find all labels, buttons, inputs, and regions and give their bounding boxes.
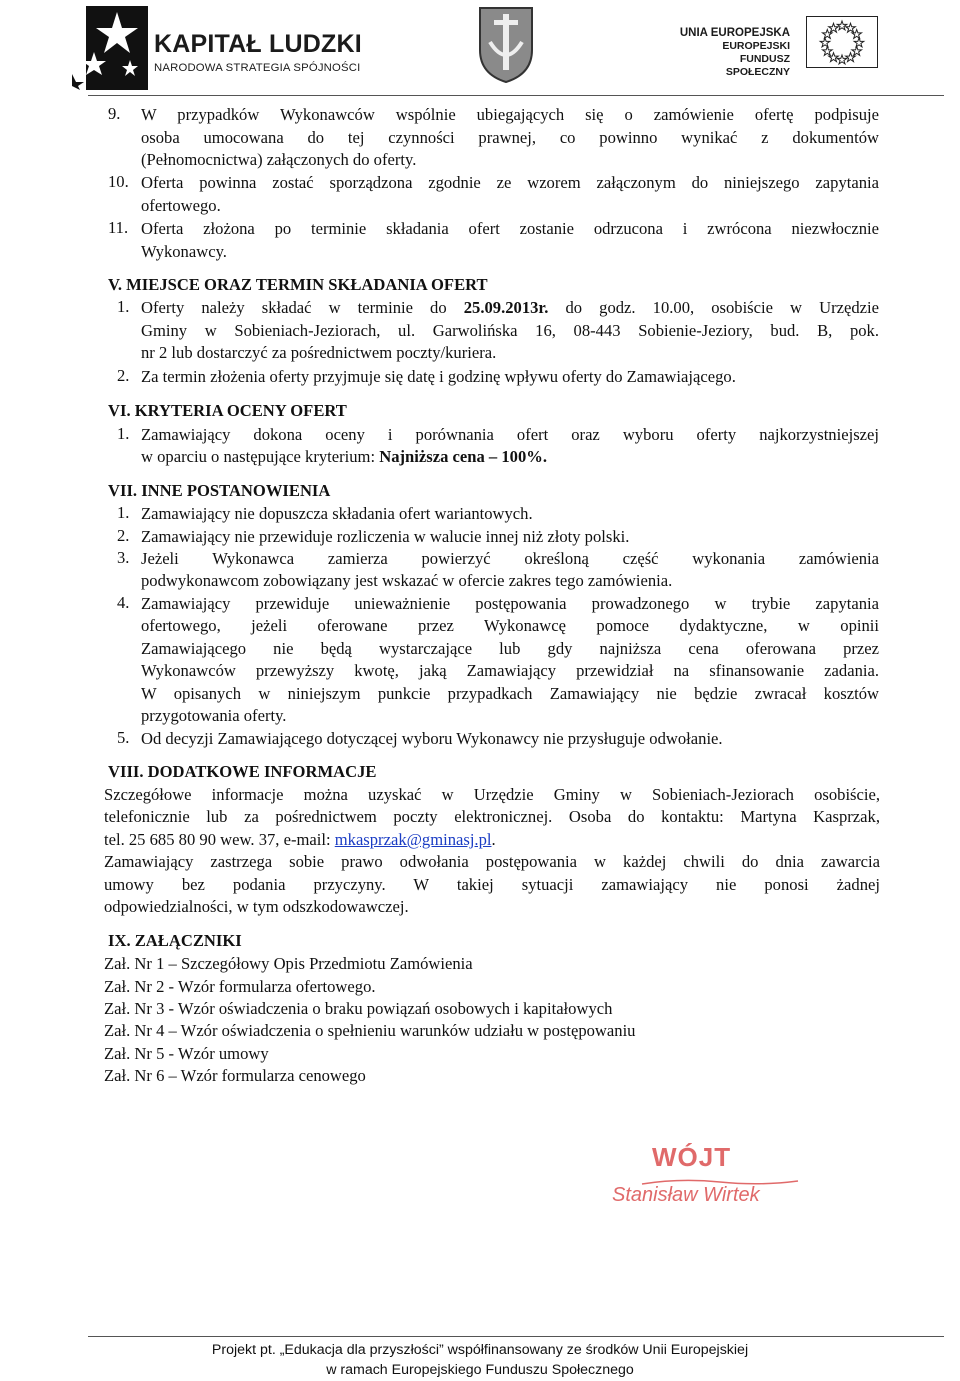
stamp-title: WÓJT (652, 1142, 732, 1172)
logo-title: KAPITAŁ LUDZKI (154, 30, 362, 58)
eu-label-line1: UNIA EUROPEJSKA (679, 27, 790, 39)
item-number: 2. (117, 526, 130, 545)
item-line: W przypadków Wykonawców wspólnie ubiegających się o zamówienie ofertę podpisuje (141, 105, 879, 124)
eu-flag-icon (806, 16, 878, 68)
attachment-item: Zał. Nr 2 - Wzór formularza ofertowego. (104, 977, 376, 996)
item-number: 5. (117, 728, 130, 747)
footer-line: w ramach Europejskiego Funduszu Społecznego (326, 1362, 634, 1378)
item-number: 2. (117, 366, 130, 385)
page-header (0, 0, 960, 100)
item-line: ofertowego, jeżeli oferowane przez Wykonawcę pomoce dydaktyczne, w opinii (141, 616, 879, 635)
email-link[interactable]: mkasprzak@gminasj.pl (334, 830, 492, 849)
item-line: przygotowania oferty. (141, 706, 287, 725)
item-number: 1. (117, 297, 130, 316)
para-line: umowy bez podania przyczyny. W takiej sytuacji zamawiający nie ponosi żadnej (104, 875, 880, 894)
item-line: Od decyzji Zamawiającego dotyczącej wyboru Wykonawcy nie przysługuje odwołanie. (141, 729, 723, 748)
footer-line: Projekt pt. „Edukacja dla przyszłości” współfinansowany ze środków Unii Europejskiej (211, 1342, 749, 1358)
item-number: 9. (108, 104, 121, 123)
attachment-item: Zał. Nr 4 – Wzór oświadczenia o spełnieniu warunków udziału w postępowaniu (104, 1021, 636, 1040)
item-line: Oferta złożona po terminie składania ofert zostanie odrzucona i zwrócona niezwłocznie (141, 219, 879, 238)
item-line (141, 297, 879, 320)
para-line (104, 829, 880, 852)
eu-label (678, 26, 790, 79)
item-line: Wykonawcy. (141, 242, 227, 261)
municipal-crest-icon (476, 4, 536, 84)
page-footer (0, 1340, 960, 1380)
logo-subtitle: NARODOWA STRATEGIA SPÓJNOŚCI (154, 62, 361, 74)
item-line: Zamawiający przewiduje unieważnienie postępowania prowadzonego w trybie zapytania (141, 594, 879, 613)
eu-label-line3: FUNDUSZ SPOŁECZNY (725, 53, 790, 78)
item-line: podwykonawcom zobowiązany jest wskazać w ofercie zakres tego zamówienia. (141, 571, 673, 590)
item-line: Zamawiający dokona oceny i porównania ofert oraz wyboru oferty najkorzystniejszej (141, 425, 879, 444)
item-line (141, 446, 879, 469)
item-number: 1. (117, 503, 130, 522)
item-line: (Pełnomocnictwa) załączonych do oferty. (141, 150, 417, 169)
item-line: Zamawiający nie przewiduje rozliczenia w walucie innej niż złoty polski. (141, 527, 630, 546)
section-v-heading: V. MIEJSCE ORAZ TERMIN SKŁADANIA OFERT (108, 275, 488, 294)
item-number: 10. (108, 172, 129, 191)
para-line: Szczegółowe informacje można uzyskać w Urzędzie Gminy w Sobieniach-Jeziorach osobiście, (104, 785, 880, 804)
para-line: odpowiedzialności, w tym odszkodowawczej. (104, 897, 409, 916)
item-line: W opisanych w niniejszym punkcie przypadkach Zamawiający nie będzie zwracał kosztów (141, 684, 879, 703)
item-line: nr 2 lub dostarczyć za pośrednictwem poczty/kuriera. (141, 343, 497, 362)
item-line: Jeżeli Wykonawca zamierza powierzyć określoną część wykonania zamówienia (141, 549, 879, 568)
text-run: . (491, 830, 496, 849)
item-line: Za termin złożenia oferty przyjmuje się datę i godzinę wpływu oferty do Zamawiającego. (141, 367, 736, 386)
header-divider (88, 95, 944, 96)
section-viii-heading: VIII. DODATKOWE INFORMACJE (108, 762, 377, 781)
para-line: telefonicznie lub za pośrednictwem poczty elektronicznej. Osoba do kontaktu: Martyna Kasprzak, (104, 807, 880, 826)
item-number: 4. (117, 593, 130, 612)
signature-name: Stanisław Wirtek (612, 1184, 760, 1206)
attachment-item: Zał. Nr 6 – Wzór formularza cenowego (104, 1066, 366, 1085)
item-line: Wykonawców przewyższy kwotę, jaką Zamawiający przewidział na sfinansowanie zadania. (141, 661, 879, 680)
text-run: Oferty należy składać w terminie do (141, 298, 464, 317)
footer-divider (88, 1336, 944, 1337)
item-number: 1. (117, 424, 130, 443)
eu-label-line2: EUROPEJSKI (722, 40, 790, 52)
attachment-item: Zał. Nr 1 – Szczegółowy Opis Przedmiotu Zamówienia (104, 954, 473, 973)
deadline-date: 25.09.2013r. (463, 298, 549, 317)
text-run: do godz. 10.00, osobiście w Urzędzie (548, 298, 879, 317)
item-line: Oferta powinna zostać sporządzona zgodnie ze wzorem załączonym do niniejszego zapytania (141, 173, 879, 192)
item-line: Zamawiającego nie będą wystarczające lub gdy najniższa cena oferowana przez (141, 639, 879, 658)
item-line: Zamawiający nie dopuszcza składania ofert wariantowych. (141, 504, 533, 523)
attachment-item: Zał. Nr 3 - Wzór oświadczenia o braku powiązań osobowych i kapitałowych (104, 999, 613, 1018)
item-line: Gminy w Sobieniach-Jeziorach, ul. Garwolińska 16, 08-443 Sobienie-Jeziory, bud. B, pok. (141, 321, 879, 340)
item-line: osoba umocowana do tej czynności prawnej, co powinno wynikać z dokumentów (141, 128, 879, 147)
section-vii-heading: VII. INNE POSTANOWIENIA (108, 481, 331, 500)
attachment-item: Zał. Nr 5 - Wzór umowy (104, 1044, 269, 1063)
section-vi-heading: VI. KRYTERIA OCENY OFERT (108, 401, 347, 420)
text-run: tel. 25 685 80 90 wew. 37, e-mail: (104, 830, 335, 849)
section-ix-heading: IX. ZAŁĄCZNIKI (108, 931, 242, 950)
text-run: w oparciu o następujące kryterium: (141, 447, 380, 466)
para-line: Zamawiający zastrzega sobie prawo odwołania postępowania w każdej chwili do dnia zawarcia (104, 852, 880, 871)
item-line: ofertowego. (141, 196, 221, 215)
criterion-value: Najniższa cena – 100%. (379, 447, 547, 466)
item-number: 3. (117, 548, 130, 567)
item-number: 11. (108, 218, 129, 237)
